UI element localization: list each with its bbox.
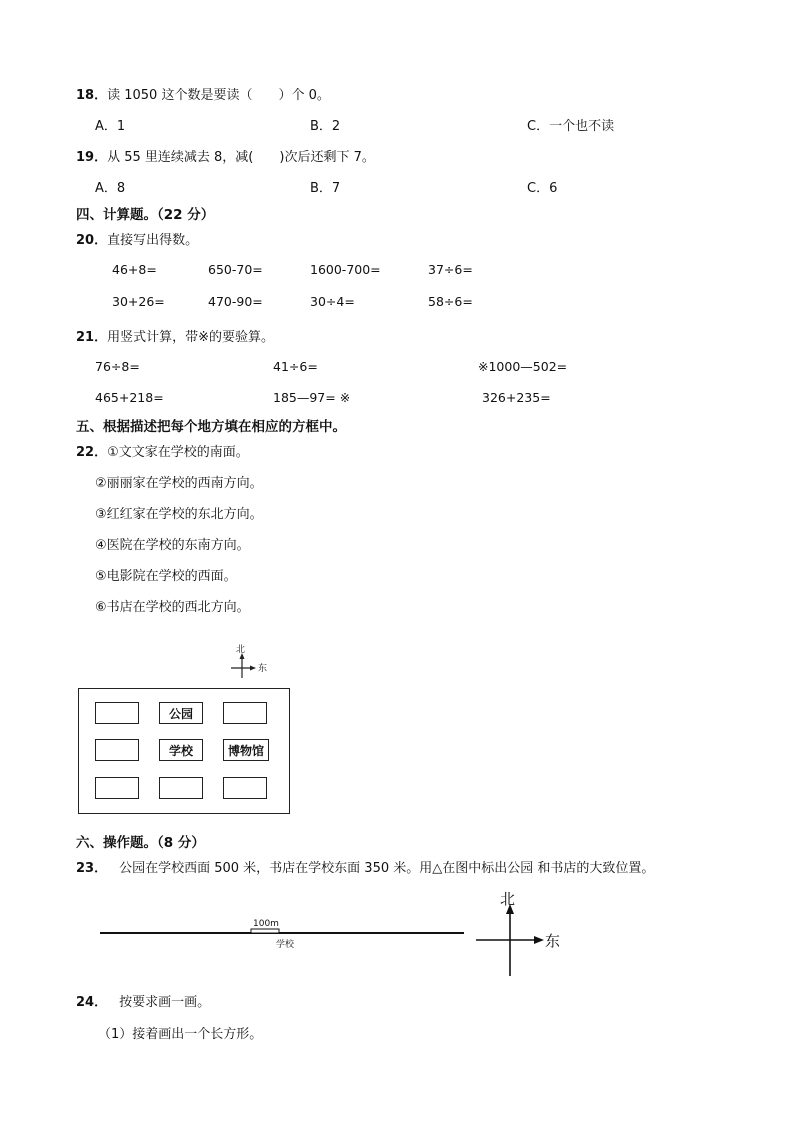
q20-expr: 58÷6= [428,294,473,309]
q18-number: 18． [76,88,108,103]
q20-number: 20． [76,233,108,248]
q23-compass [472,888,567,978]
map-cell[interactable] [159,777,203,799]
q24-number: 24． [76,995,108,1010]
compass-east-label: 东 [545,932,561,950]
map-cell-museum: 博物馆 [223,739,269,761]
map-cell-school: 学校 [159,739,203,761]
q21-stem: 用竖式计算，带※的要验算。 [107,330,274,345]
q23-line-diagram [98,915,468,955]
q19-option-a: A．8 [95,181,126,196]
q19-option-b: B．7 [310,181,341,196]
q22-item: ③红红家在学校的东北方向。 [95,507,263,522]
map-cell-park: 公园 [159,702,203,724]
map-cell[interactable] [223,702,267,724]
q23-number: 23． [76,861,108,876]
q20-line [76,229,198,248]
q20-expr: 46+8= [112,262,157,277]
q21-expr: ※1000—502= [478,359,568,374]
compass-north-label: 北 [500,890,516,908]
compass-north-label: 北 [236,645,246,655]
q21-line [76,326,274,345]
q22-number: 22． [76,445,108,460]
map-cell[interactable] [95,702,139,724]
school-label: 学校 [276,940,295,950]
q22-map-grid [78,688,290,814]
q22-line [76,441,249,460]
compass-east-label: 东 [258,664,268,674]
q21-expr: 185—97= ※ [273,390,351,405]
q22-item: ②丽丽家在学校的西南方向。 [95,476,263,491]
q22-item: ⑥书店在学校的西北方向。 [95,600,250,615]
q24-line [76,991,210,1010]
section4-title: 四、计算题。（22 分） [76,207,215,223]
q19-option-c: C．6 [527,181,558,196]
q21-number: 21． [76,330,108,345]
q21-expr: 76÷8= [95,359,140,374]
q21-expr: 326+235= [482,390,551,405]
q20-expr: 470-90= [208,294,263,309]
map-cell[interactable] [95,739,139,761]
q23-stem: 公园在学校西面 500 米，书店在学校东面 350 米。用△在图中标出公园 和书店的大致位置。 [119,861,655,876]
section5-title: 五、根据描述把每个地方填在相应的方框中。 [76,419,346,435]
q20-expr: 30÷4= [310,294,355,309]
map-cell[interactable] [95,777,139,799]
q20-expr: 650-70= [208,262,263,277]
q18-line [76,84,330,103]
q18-option-a: A．1 [95,119,126,134]
scale-label: 100m [253,919,279,929]
q19-number: 19． [76,150,108,165]
q20-expr: 1600-700= [310,262,381,277]
q21-expr: 465+218= [95,390,164,405]
map-cell[interactable] [223,777,267,799]
q22-item: ⑤电影院在学校的西面。 [95,569,237,584]
q19-stem: 从 55 里连续减去 8，减( )次后还剩下 7。 [107,150,375,165]
q21-expr: 41÷6= [273,359,318,374]
q24-stem: 按要求画一画。 [119,995,211,1010]
q24-sub1: （1）接着画出一个长方形。 [98,1027,263,1042]
q22-item: ①文文家在学校的南面。 [107,445,249,460]
q20-stem: 直接写出得数。 [107,233,199,248]
q22-item: ④医院在学校的东南方向。 [95,538,250,553]
q18-option-c: C．一个也不读 [527,119,615,134]
q19-line [76,146,375,165]
section6-title: 六、操作题。（8 分） [76,835,205,851]
q20-expr: 37÷6= [428,262,473,277]
q18-stem: 读 1050 这个数是要读（ ）个 0。 [107,88,330,103]
q18-option-b: B．2 [310,119,341,134]
q23-line [76,857,654,876]
q22-compass [228,642,278,682]
q20-expr: 30+26= [112,294,165,309]
